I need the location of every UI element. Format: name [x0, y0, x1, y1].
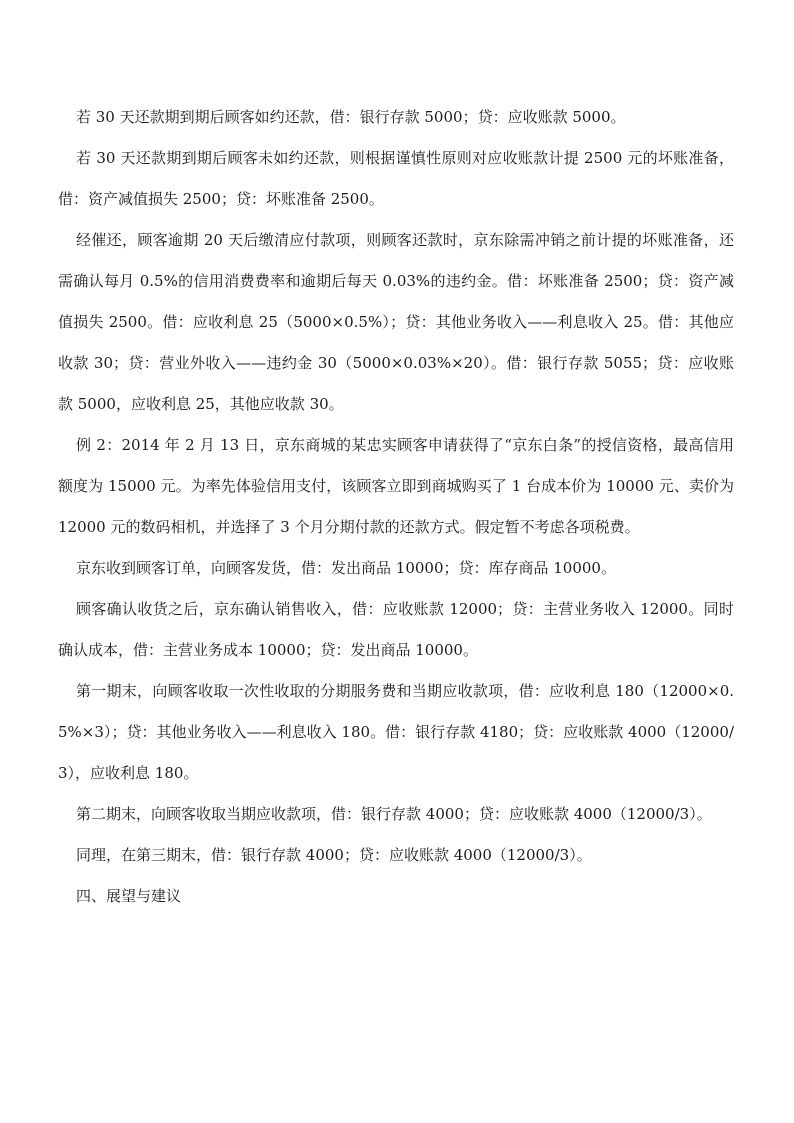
- document-body: [58, 97, 734, 917]
- paragraph-second-period: 第二期末，向顾客收取当期应收款项，借：银行存款 4000；贷：应收账款 4000（12000/3）。: [76, 805, 712, 823]
- section-heading-outlook: 四、展望与建议: [76, 887, 182, 905]
- paragraph-example-2: 例 2：2014 年 2 月 13 日，京东商城的某忠实顾客申请获得了“京东白条”的授信资格，最高信用额度为 15000 元。为率先体验信用支付，该顾客立即到商城购买了 1 台成本价为 10000 元、卖价为 12000 元的数码相机，并选择了 3 个月分期付款的还款方式。假定暂不考虑各项税费。: [58, 436, 734, 536]
- paragraph-repayment-on-time: 若 30 天还款期到期后顾客如约还款，借：银行存款 5000；贷：应收账款 5000。: [76, 108, 626, 126]
- paragraph-third-period: 同理，在第三期末，借：银行存款 4000；贷：应收账款 4000（12000/3）。: [76, 846, 592, 864]
- paragraph-first-period: 第一期末，向顾客收取一次性收取的分期服务费和当期应收款项，借：应收利息 180（12000×0.5%×3）；贷：其他业务收入——利息收入 180。借：银行存款 4180；贷：应收账款 4000（12000/3），应收利息 180。: [58, 682, 734, 782]
- paragraph-revenue-recognition: 顾客确认收货之后，京东确认销售收入，借：应收账款 12000；贷：主营业务收入 12000。同时确认成本，借：主营业务成本 10000；贷：发出商品 10000。: [58, 600, 734, 659]
- paragraph-repayment-default: 若 30 天还款期到期后顾客未如约还款，则根据谨慎性原则对应收账款计提 2500 元的坏账准备，借：资产减值损失 2500；贷：坏账准备 2500。: [58, 149, 734, 208]
- paragraph-shipment: 京东收到顾客订单，向顾客发货，借：发出商品 10000；贷：库存商品 10000。: [76, 559, 616, 577]
- paragraph-overdue-settlement: 经催还，顾客逾期 20 天后缴清应付款项，则顾客还款时，京东除需冲销之前计提的坏账准备，还需确认每月 0.5%的信用消费费率和逾期后每天 0.03%的违约金。借：坏账准备 2500；贷：资产减值损失 2500。借：应收利息 25（5000×0.5%）；贷：其他业务收入——利息收入 25。借：其他应收款 30；贷：营业外收入——违约金 30（5000×0.03%×20）。借：银行存款 5055；贷：应收账款 5000，应收利息 25，其他应收款 30。: [58, 231, 734, 413]
